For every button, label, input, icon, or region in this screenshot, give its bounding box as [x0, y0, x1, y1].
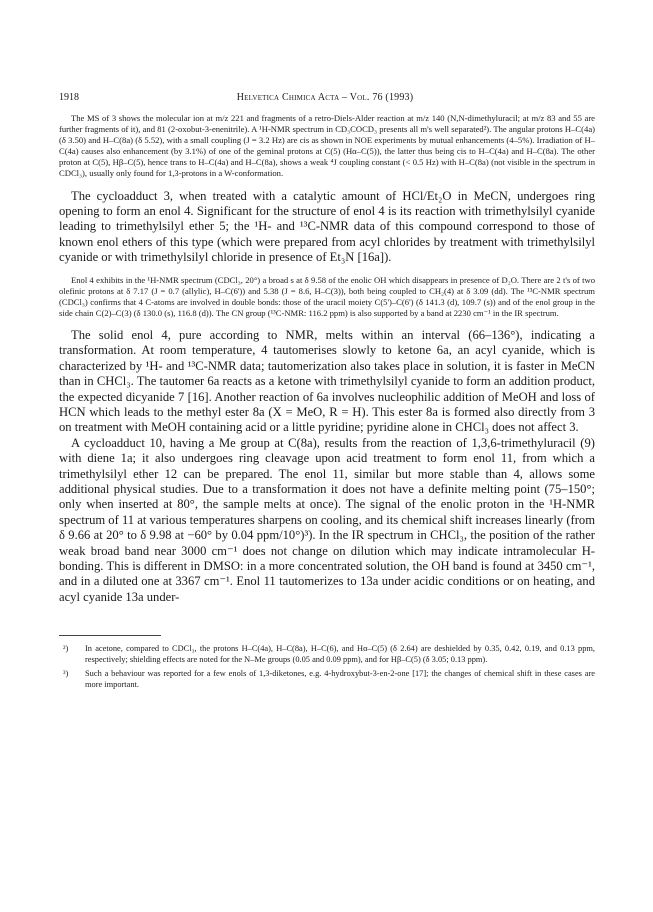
- footnote-text: In acetone, compared to CDCl₃, the protons H–C(4a), H–C(8a), H–C(6), and Hα–C(5) (δ 2.64) are deshielded by 0.35, 0.42, 0.19, and 0.13 ppm, respectively; shielding effects are noted for the N–Me groups (0.05 and 0.09 ppm), and for Hβ–C(5) (δ 3.05; 0.13 ppm).: [85, 644, 595, 665]
- footnote-mark: ³): [63, 669, 69, 679]
- footnote-rule: [59, 635, 161, 636]
- page-number: 1918: [59, 92, 79, 103]
- footnote-2: [59, 643, 595, 665]
- paragraph-solid-enol: The solid enol 4, pure according to NMR, melts within an interval (66–136°), indicating a transformation. At room temperature, 4 tautomerises slowly to ketone 6a, an acyl cyanide, which is characterized by ¹H- and ¹³C-NMR data; tautomerization also takes place in solution, it is faster in MeCN than in CHCl₃. The tautomer 6a reacts as a ketone with trimethylsilyl cyanide to form an addition product, the expected dicyanide 7 [16]. Another reaction of 6a involves nucleophilic addition of MeOH and loss of HCN which leads to the methyl ester 8a (X = MeO, R = H). This ester 8a is formed also directly from 3 on treatment with MeOH containing acid or a little pyridine; pyridine alone in CHCl₃ does not affect 3.: [59, 327, 595, 435]
- journal-title: Helvetica Chimica Acta – Vol. 76 (1993): [236, 92, 414, 103]
- footnote-text: Such a behaviour was reported for a few enols of 1,3-diketones, e.g. 4-hydroxybut-3-en-2-one [17]; the changes of chemical shift in these cases are more important.: [85, 669, 595, 690]
- paragraph-enol-nmr: Enol 4 exhibits in the ¹H-NMR spectrum (CDCl₃, 20°) a broad s at δ 9.58 of the enolic OH which disappears in presence of D₂O. There are 2 t's of two olefinic protons at δ 7.17 (J = 0.7 (allylic), H–C(6')) and 5.38 (J = 8.6, H–C(3)), both being coupled to CH₂(4) at δ 3.09 (dd). The ¹³C-NMR spectrum (CDCl₃) confirms that 4 C-atoms are involved in double bonds: those of the uracil moiety C(5')–C(6') (δ 141.3 (d), 109.7 (s)) and of the enol group in the side chain C(2)–C(3) (δ 130.0 (s), 116.8 (d)). The CN group (¹³C-NMR: 116.2 ppm) is also supported by a band at 2230 cm⁻¹ in the IR spectrum.: [59, 274, 595, 318]
- document-page: [59, 92, 595, 693]
- running-header: [59, 92, 595, 103]
- paragraph-cycloadduct-10: A cycloadduct 10, having a Me group at C(8a), results from the reaction of 1,3,6-trimethyluracil (9) with diene 1a; it also undergoes ring cleavage upon acid treatment to form enol 11, from which a trimethylsilyl ether 12 can be prepared. The enol 11, similar but more stable than 4, allows some additional physical studies. Due to a transformation it does not have a definite melting point (75–150°; only when inserted at 80°, the sample melts at once). The signal of the enolic proton in the ¹H-NMR spectrum of 11 at various temperatures sharpens on cooling, and its chemical shift increases linearly (from δ 9.66 at 20° to δ 9.98 at −60° by 0.04 ppm/10°)³). In the IR spectrum in CHCl₃, the position of the rather weak broad band near 3000 cm⁻¹ does not change on dilution which may indicate intramolecular H-bonding. This is different in DMSO: in a more concentrated solution, the OH band is found at 3450 cm⁻¹, and in a diluted one at 3367 cm⁻¹. Enol 11 tautomerizes to 13a under acidic conditions or on heating, and acyl cyanide 13a under-: [59, 435, 595, 604]
- paragraph-ms-nmr: The MS of 3 shows the molecular ion at m/z 221 and fragments of a retro-Diels-Alder reaction at m/z 140 (N,N-dimethyluracil; at m/z 83 and 55 are further fragments of it), and 81 (2-oxobut-3-enenitrile). A ¹H-NMR spectrum in CD₃COCD₃ presents all m's well separated²). The angular protons H–C(4a) (δ 3.50) and H–C(8a) (δ 5.52), with a small coupling (J = 3.2 Hz) are cis as shown in NOE experiments by mutual enhancements (4–5%). Irradiation of H–C(4a) causes also enhancement (by 3.1%) of one of the geminal protons at C(5) (Hα–C(5)), the latter thus being cis to H–C(4a) and H–C(8a). The other proton at C(5), Hβ–C(5), hence trans to H–C(4a) and H–C(8a), shows a weak ⁴J coupling constant (< 0.5 Hz) with H–C(8a) (not visible in the spectrum in CDCl₃), usually only found for 1,3-protons in a W-conformation.: [59, 113, 595, 179]
- body-text: [59, 113, 595, 605]
- paragraph-cycloadduct: The cycloadduct 3, when treated with a catalytic amount of HCl/Et₂O in MeCN, undergoes ring opening to form an enol 4. Significant for the structure of enol 4 is its reaction with trimethylsilyl cyanide leading to trimethylsilyl ether 5; the ¹H- and ¹³C-NMR data of this compound correspond to those of known enol ethers of this type (which were prepared from acyl chlorides by treatment with trimethylsilyl cyanide or with trimethylsilyl chloride in presence of Et₃N [16a]).: [59, 188, 595, 265]
- footnote-3: [59, 668, 595, 690]
- footnotes: [59, 643, 595, 690]
- footnote-mark: ²): [63, 644, 69, 654]
